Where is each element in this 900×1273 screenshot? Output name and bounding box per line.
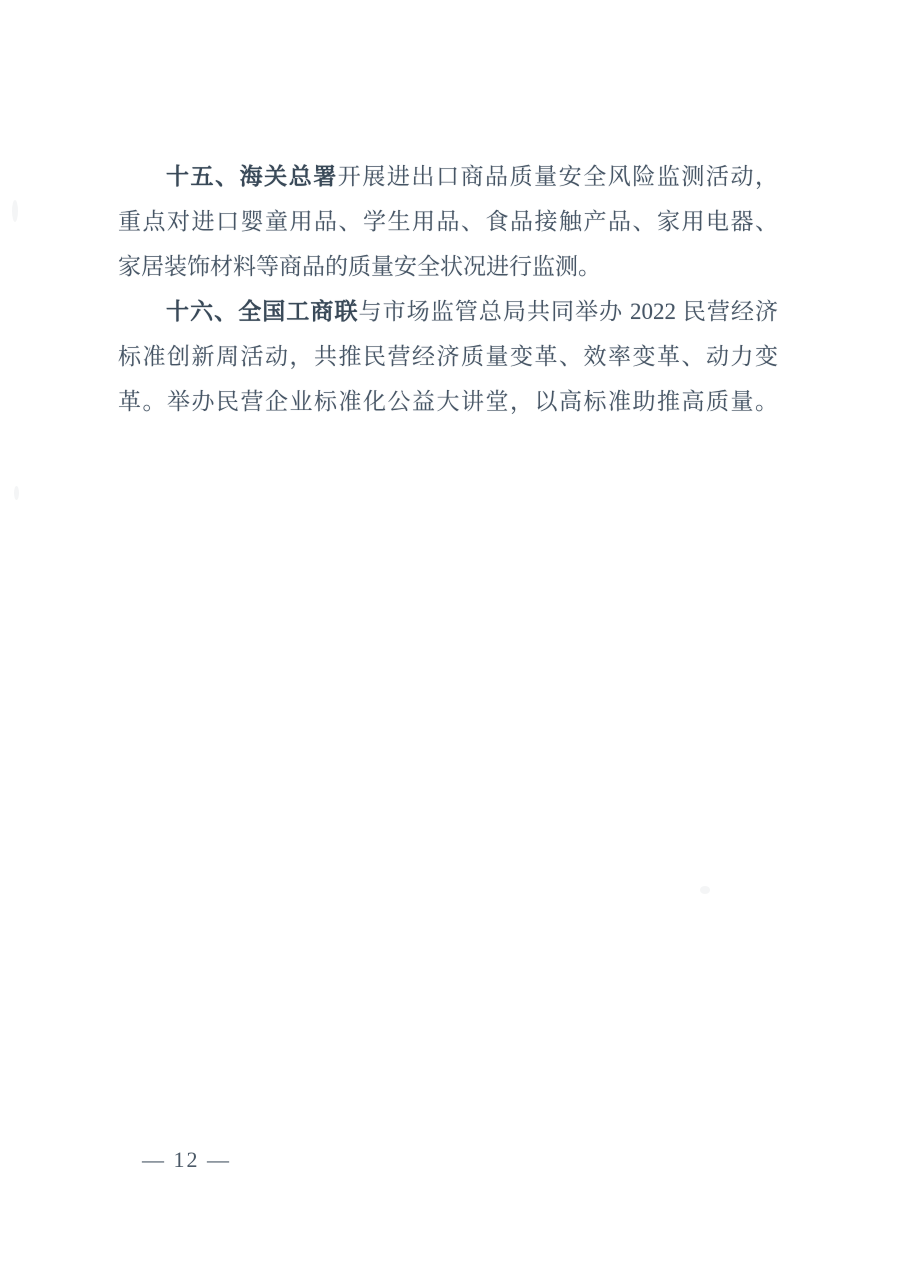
paragraph-16-line-1 <box>118 289 778 334</box>
paragraph-15-line-2: 重点对进口婴童用品、学生用品、食品接触产品、家用电器、 <box>118 209 778 234</box>
paragraph-16-heading: 十六、全国工商联 <box>166 299 359 324</box>
page-number: — 12 — <box>142 1147 231 1172</box>
document-body <box>118 154 778 424</box>
paragraph-16-line-1-text: 与市场监管总局共同举办 2022 民营经济 <box>358 299 778 324</box>
paragraph-15-heading: 十五、海关总署 <box>166 164 338 189</box>
scan-artifact <box>12 200 18 222</box>
scan-artifact <box>14 486 19 500</box>
paragraph-15-line-1 <box>118 154 778 199</box>
paragraph-15-line-3: 家居装饰材料等商品的质量安全状况进行监测。 <box>118 254 601 279</box>
paragraph-16-line-2: 标准创新周活动，共推民营经济质量变革、效率变革、动力变 <box>118 344 778 369</box>
scan-artifact <box>700 886 710 894</box>
paragraph-15-line-1-text: 开展进出口商品质量安全风险监测活动， <box>337 164 779 189</box>
paragraph-16-line-3: 革。举办民营企业标准化公益大讲堂，以高标准助推高质量。 <box>118 389 778 414</box>
